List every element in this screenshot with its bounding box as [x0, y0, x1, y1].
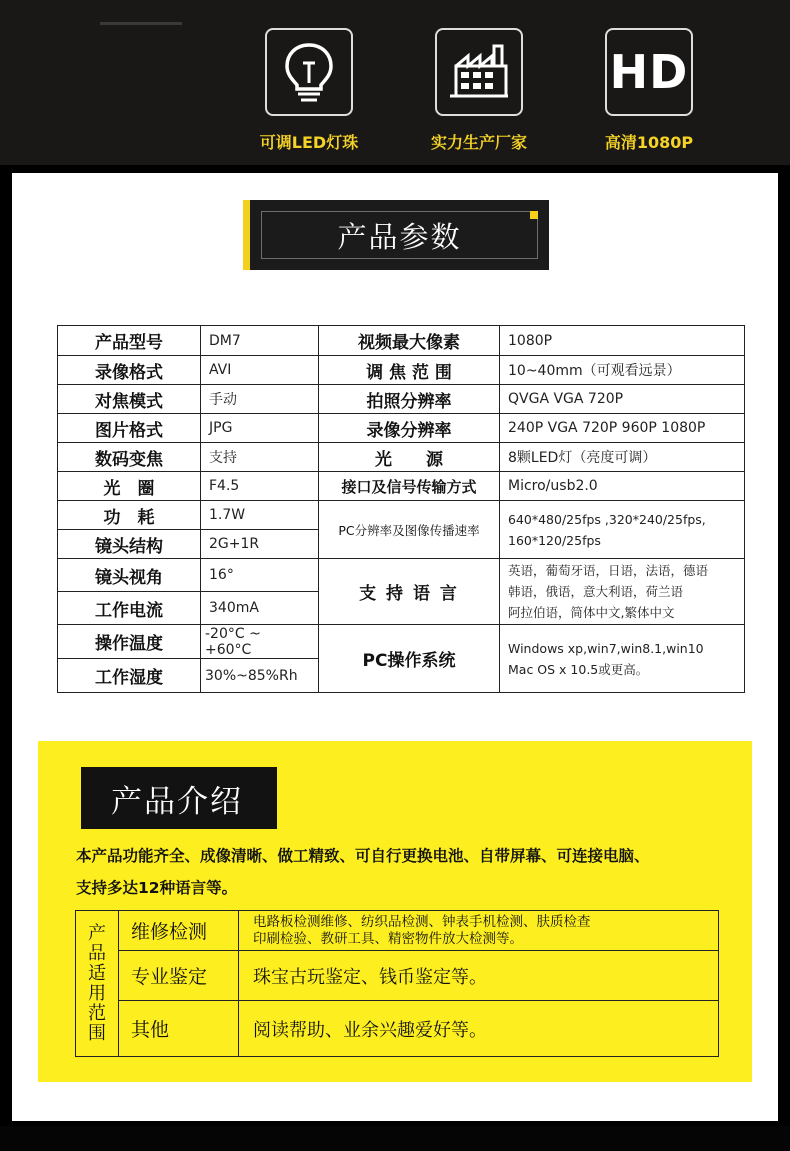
footer-band — [0, 1126, 790, 1151]
usage-description: 阅读帮助、业余兴趣爱好等。 — [239, 1001, 719, 1057]
table-row — [58, 326, 745, 356]
spec-value: 1.7W — [201, 501, 319, 530]
spec-key: 工作电流 — [58, 592, 201, 625]
intro-title: 产品介绍 — [77, 767, 277, 829]
pc-resolution-line: 640*480/25fps ,320*240/25fps, — [508, 511, 706, 527]
spec-key: 产品型号 — [58, 326, 201, 356]
os-line: Mac OS x 10.5或更高。 — [508, 661, 649, 677]
usage-description — [239, 911, 719, 951]
spec-key: 拍照分辨率 — [319, 385, 500, 414]
spec-key: 图片格式 — [58, 414, 201, 443]
spec-key: 对焦模式 — [58, 385, 201, 414]
spec-value: 16° — [201, 559, 319, 592]
intro-title-accent — [77, 767, 81, 829]
spec-key: 录像分辨率 — [319, 414, 500, 443]
feature-factory — [430, 28, 527, 152]
usage-side-char: 范 — [88, 1002, 106, 1024]
spec-value: -20°C ~ +60°C — [201, 625, 319, 659]
spec-value: Micro/usb2.0 — [500, 472, 745, 501]
spec-value: 1080P — [500, 326, 745, 356]
language-line: 英语，葡萄牙语，日语，法语，德语 — [508, 563, 709, 578]
spec-key: 光 圈 — [58, 472, 201, 501]
usage-side-label — [76, 911, 119, 1057]
lightbulb-icon — [265, 28, 353, 116]
spec-value: QVGA VGA 720P — [500, 385, 745, 414]
spec-value: 2G+1R — [201, 530, 319, 559]
language-line: 阿拉伯语，简体中文,繁体中文 — [508, 605, 675, 620]
spec-value-language — [500, 559, 745, 625]
spec-key: 调 焦 范 围 — [319, 356, 500, 385]
spec-value: JPG — [201, 414, 319, 443]
usage-table — [75, 910, 719, 1057]
language-line: 韩语，俄语，意大利语，荷兰语 — [508, 584, 684, 599]
spec-value: F4.5 — [201, 472, 319, 501]
spec-value: 支持 — [201, 443, 319, 472]
spec-key: 光 源 — [319, 443, 500, 472]
table-row — [58, 501, 745, 530]
spec-table — [57, 325, 745, 693]
table-row — [76, 911, 719, 951]
feature-label-factory: 实力生产厂家 — [430, 133, 527, 152]
table-row — [76, 951, 719, 1001]
spec-key-language: 支 持 语 言 — [319, 559, 500, 625]
intro-text — [76, 840, 746, 904]
usage-description: 珠宝古玩鉴定、钱币鉴定等。 — [239, 951, 719, 1001]
spec-key: 工作湿度 — [58, 659, 201, 693]
spec-value: AVI — [201, 356, 319, 385]
table-row — [58, 443, 745, 472]
spec-key: 数码变焦 — [58, 443, 201, 472]
spec-value: 8颗LED灯（亮度可调） — [500, 443, 745, 472]
spec-key: 操作温度 — [58, 625, 201, 659]
feature-hd — [604, 28, 694, 152]
hd-icon — [605, 28, 693, 116]
feature-label-led: 可调LED灯珠 — [259, 133, 359, 152]
feature-led — [259, 28, 359, 152]
pc-resolution-line: 160*120/25fps — [508, 532, 601, 548]
table-row — [76, 1001, 719, 1057]
spec-value: 30%~85%Rh — [201, 659, 319, 693]
spec-value: DM7 — [201, 326, 319, 356]
spec-key-pc-resolution: PC分辨率及图像传播速率 — [319, 501, 500, 559]
usage-side-char: 用 — [88, 982, 106, 1004]
usage-description-line: 电路板检测维修、纺织品检测、钟表手机检测、肤质检查 — [253, 913, 591, 930]
table-row — [58, 559, 745, 592]
table-row — [58, 385, 745, 414]
spec-value: 手动 — [201, 385, 319, 414]
hd-icon-text: HD — [609, 45, 689, 99]
table-row — [58, 356, 745, 385]
usage-description-line: 印刷检验、教研工具、精密物件放大检测等。 — [253, 930, 523, 947]
spec-value: 240P VGA 720P 960P 1080P — [500, 414, 745, 443]
table-row — [58, 625, 745, 659]
spec-key: 录像格式 — [58, 356, 201, 385]
params-title: 产品参数 — [261, 211, 538, 259]
header-divider — [100, 22, 182, 25]
params-title-corner — [530, 211, 538, 219]
usage-side-char: 品 — [88, 942, 106, 964]
spec-value: 340mA — [201, 592, 319, 625]
feature-label-hd: 高清1080P — [604, 133, 694, 152]
usage-category: 其他 — [119, 1001, 239, 1057]
intro-text-line: 支持多达12种语言等。 — [76, 879, 238, 897]
factory-icon — [435, 28, 523, 116]
usage-category: 专业鉴定 — [119, 951, 239, 1001]
os-line: Windows xp,win7,win8.1,win10 — [508, 640, 704, 656]
spec-key: 视频最大像素 — [319, 326, 500, 356]
spec-value-os — [500, 625, 745, 693]
table-row — [58, 472, 745, 501]
usage-category: 维修检测 — [119, 911, 239, 951]
spec-value: 10~40mm（可观看远景） — [500, 356, 745, 385]
intro-text-line: 本产品功能齐全、成像清晰、做工精致、可自行更换电池、自带屏幕、可连接电脑、 — [76, 847, 650, 865]
usage-side-char: 产 — [88, 922, 106, 944]
table-row — [58, 414, 745, 443]
spec-key: 接口及信号传输方式 — [319, 472, 500, 501]
spec-value-pc-resolution — [500, 501, 745, 559]
spec-key-os: PC操作系统 — [319, 625, 500, 693]
usage-side-char: 围 — [88, 1022, 106, 1044]
usage-side-char: 适 — [88, 962, 106, 984]
spec-key: 镜头结构 — [58, 530, 201, 559]
params-title-accent — [243, 200, 250, 270]
spec-key: 功 耗 — [58, 501, 201, 530]
spec-key: 镜头视角 — [58, 559, 201, 592]
